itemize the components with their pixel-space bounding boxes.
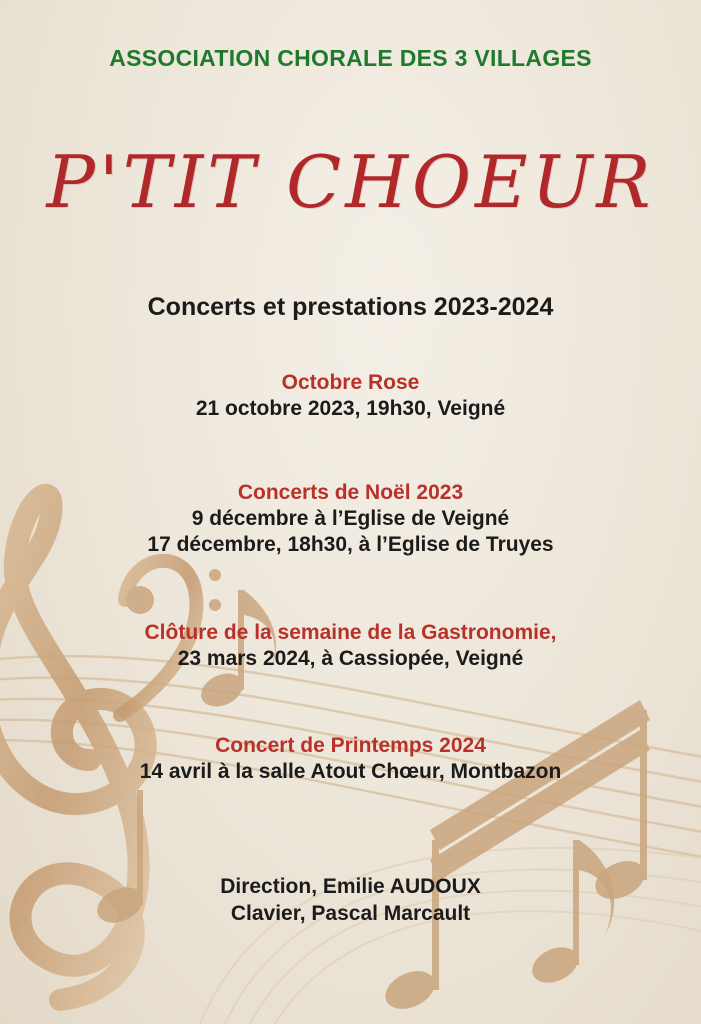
credits-block [0,873,701,927]
event-detail: 23 mars 2024, à Cassiopée, Veigné [177,647,524,670]
event-detail: 14 avril à la salle Atout Chœur, Montbazon [139,760,562,783]
event-block [0,480,701,558]
event-title: Clôture de la semaine de la Gastronomie, [144,621,557,644]
poster-title: P'TIT CHOEUR [46,140,655,224]
event-block [0,733,701,785]
event-block [0,370,701,422]
event-detail: 17 décembre, 18h30, à l’Eglise de Truyes [147,533,554,556]
season-subtitle: Concerts et prestations 2023-2024 [147,293,554,321]
keyboard-credit: Clavier, Pascal Marcault [230,902,471,925]
event-detail: 21 octobre 2023, 19h30, Veigné [195,397,506,420]
association-name: ASSOCIATION CHORALE DES 3 VILLAGES [109,45,592,71]
event-title: Octobre Rose [281,371,420,394]
event-detail: 9 décembre à l’Eglise de Veigné [191,507,510,530]
event-title: Concerts de Noël 2023 [237,481,464,504]
event-title: Concert de Printemps 2024 [215,734,486,757]
event-block [0,620,701,672]
director-credit: Direction, Emilie AUDOUX [220,875,481,898]
